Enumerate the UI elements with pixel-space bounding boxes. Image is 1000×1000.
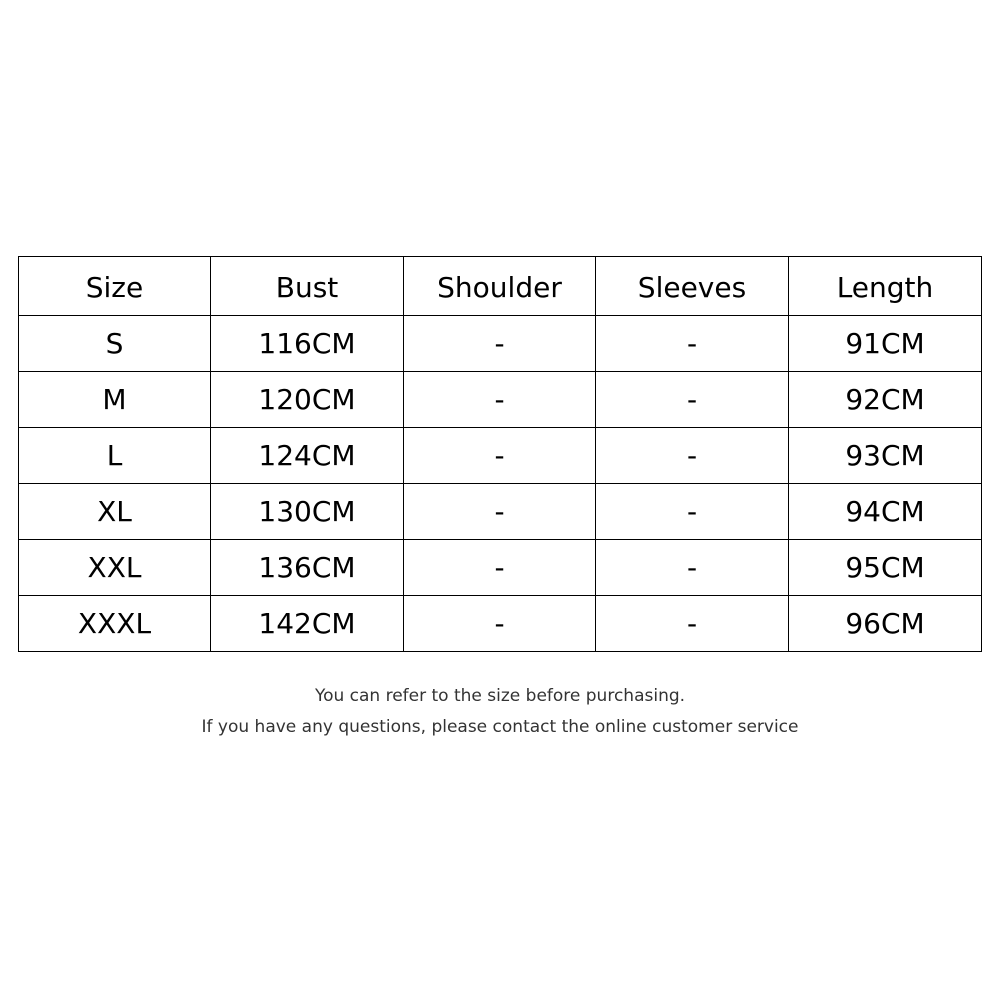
- cell-shoulder: -: [404, 316, 596, 372]
- cell-sleeves: -: [596, 596, 789, 652]
- cell-size: XL: [19, 484, 211, 540]
- cell-length: 94CM: [789, 484, 982, 540]
- table-header-row: [19, 257, 982, 316]
- header-sleeves: Sleeves: [596, 257, 789, 316]
- cell-size: M: [19, 372, 211, 428]
- header-length: Length: [789, 257, 982, 316]
- cell-shoulder: -: [404, 372, 596, 428]
- cell-shoulder: -: [404, 596, 596, 652]
- cell-size: XXL: [19, 540, 211, 596]
- customer-service-note: If you have any questions, please contact the online customer service: [201, 717, 799, 737]
- cell-bust: 124CM: [211, 428, 404, 484]
- cell-length: 96CM: [789, 596, 982, 652]
- cell-size: XXXL: [19, 596, 211, 652]
- cell-length: 91CM: [789, 316, 982, 372]
- cell-bust: 120CM: [211, 372, 404, 428]
- cell-shoulder: -: [404, 428, 596, 484]
- cell-sleeves: -: [596, 484, 789, 540]
- cell-length: 92CM: [789, 372, 982, 428]
- size-chart-table: [18, 256, 982, 652]
- cell-length: 93CM: [789, 428, 982, 484]
- table-row: [19, 372, 982, 428]
- cell-length: 95CM: [789, 540, 982, 596]
- header-shoulder: Shoulder: [404, 257, 596, 316]
- cell-bust: 136CM: [211, 540, 404, 596]
- header-bust: Bust: [211, 257, 404, 316]
- table-row: [19, 316, 982, 372]
- cell-sleeves: -: [596, 540, 789, 596]
- table-row: [19, 428, 982, 484]
- cell-shoulder: -: [404, 540, 596, 596]
- cell-bust: 142CM: [211, 596, 404, 652]
- cell-bust: 130CM: [211, 484, 404, 540]
- cell-bust: 116CM: [211, 316, 404, 372]
- cell-size: L: [19, 428, 211, 484]
- table-row: [19, 484, 982, 540]
- cell-sleeves: -: [596, 316, 789, 372]
- size-reference-note: You can refer to the size before purchasing.: [314, 686, 686, 706]
- cell-shoulder: -: [404, 484, 596, 540]
- table-row: [19, 596, 982, 652]
- cell-size: S: [19, 316, 211, 372]
- table-row: [19, 540, 982, 596]
- cell-sleeves: -: [596, 428, 789, 484]
- header-size: Size: [19, 257, 211, 316]
- cell-sleeves: -: [596, 372, 789, 428]
